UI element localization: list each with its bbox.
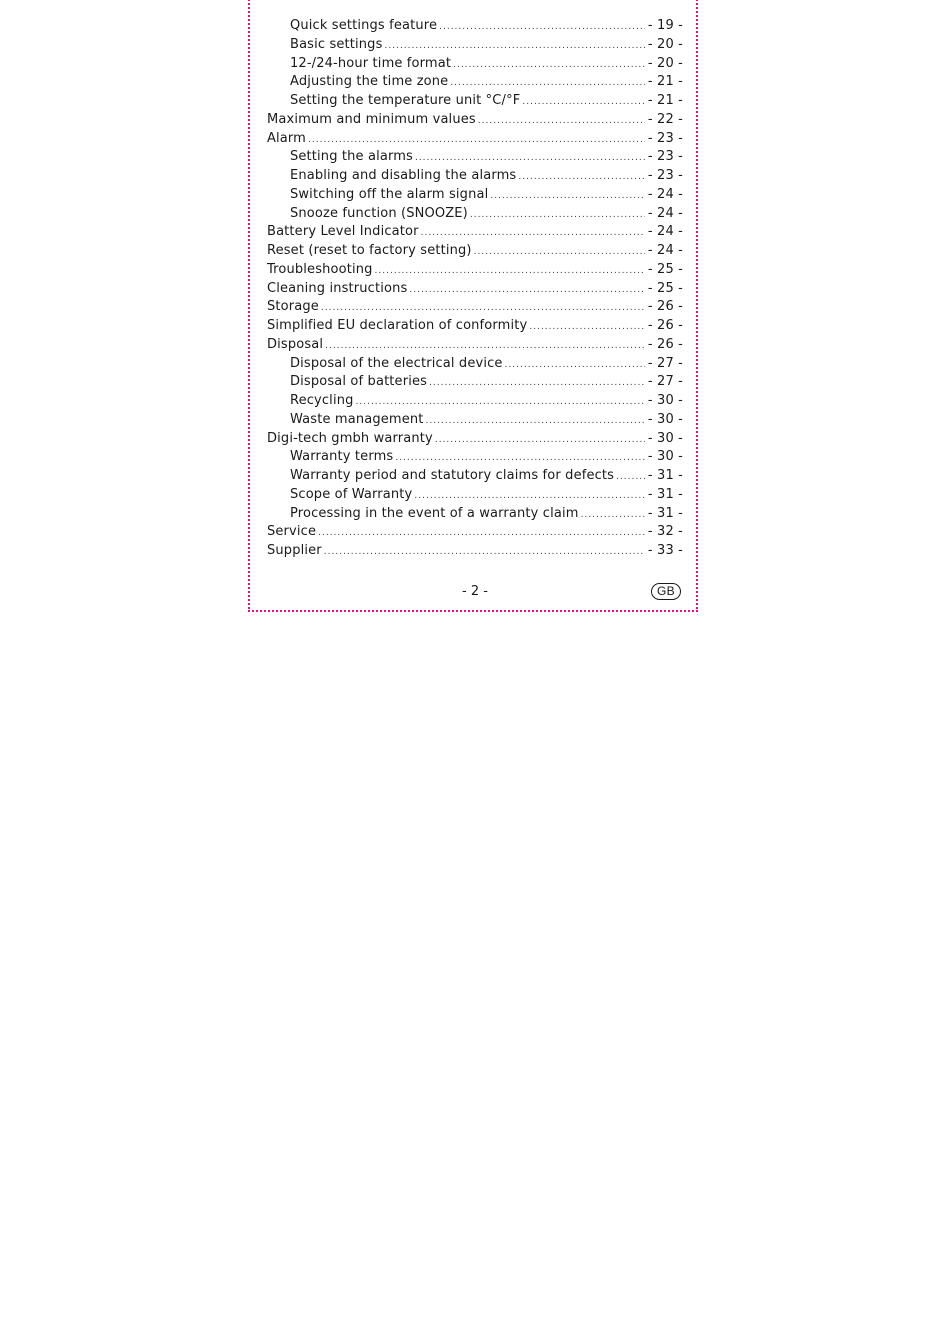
page-number: - 2 - (462, 584, 488, 599)
toc-dot-leader (453, 60, 645, 70)
toc-entry-title: Scope of Warranty (290, 486, 413, 502)
toc-entry-title: Disposal (267, 336, 324, 352)
toc-entry-title: Setting the alarms (290, 149, 413, 165)
toc-entry-page: - 27 - (647, 374, 683, 390)
toc-entry-title: Snooze function (SNOOZE) (290, 205, 468, 221)
toc-entry[interactable] (267, 168, 683, 187)
toc-entry[interactable] (267, 37, 683, 56)
toc-entry-page: - 33 - (647, 543, 683, 558)
toc-entry-title: Reset (reset to factory setting) (267, 243, 472, 258)
toc-entry-title: Supplier (267, 543, 322, 558)
toc-dot-leader (421, 228, 645, 238)
toc-entry-title: Recycling (290, 393, 354, 408)
toc-entry-title: Service (267, 524, 317, 540)
toc-entry-page: - 31 - (647, 468, 683, 483)
toc-dot-leader (395, 453, 645, 463)
toc-entry-page: - 21 - (647, 93, 683, 108)
toc-entry-page: - 19 - (647, 18, 683, 33)
toc-entry-page: - 20 - (647, 55, 683, 71)
toc-entry-page: - 31 - (647, 486, 683, 502)
toc-dot-leader (470, 210, 645, 220)
toc-dot-leader (505, 360, 645, 370)
toc-entry-page: - 32 - (647, 524, 683, 540)
toc-dot-leader (518, 172, 645, 182)
toc-entry-page: - 27 - (647, 355, 683, 371)
toc-dot-leader (356, 397, 646, 407)
toc-entry-page: - 26 - (647, 299, 683, 315)
toc-dot-leader (321, 303, 645, 313)
toc-entry-title: Cleaning instructions (267, 280, 408, 296)
toc-entry[interactable] (267, 506, 683, 525)
toc-entry-title: Simplified EU declaration of conformity (267, 318, 528, 333)
toc-dot-leader (325, 341, 645, 351)
toc-entry[interactable] (267, 318, 683, 337)
toc-entry[interactable] (267, 131, 683, 150)
toc-entry-title: Warranty period and statutory claims for defects (290, 468, 615, 483)
toc-entry[interactable] (267, 56, 683, 75)
toc-dot-leader (478, 116, 645, 126)
toc-entry[interactable] (267, 412, 683, 431)
toc-entry[interactable] (267, 243, 683, 262)
toc-entry-title: Quick settings feature (290, 18, 438, 33)
toc-entry[interactable] (267, 337, 683, 356)
toc-entry-title: Maximum and minimum values (267, 111, 476, 127)
toc-entry-page: - 24 - (647, 224, 683, 240)
toc-dot-leader (385, 41, 646, 51)
toc-entry-title: Basic settings (290, 36, 383, 52)
language-badge: GB (651, 583, 681, 600)
toc-entry-page: - 22 - (647, 111, 683, 127)
toc-entry-title: Waste management (290, 411, 424, 427)
toc-dot-leader (522, 97, 645, 107)
toc-entry-title: Setting the temperature unit °C/°F (290, 93, 521, 108)
toc-entry[interactable] (267, 299, 683, 318)
toc-dot-leader (581, 510, 645, 520)
toc-entry[interactable] (267, 524, 683, 543)
toc-dot-leader (324, 547, 645, 557)
toc-entry[interactable] (267, 431, 683, 450)
toc-dot-leader (439, 22, 645, 32)
toc-dot-leader (474, 247, 645, 257)
toc-entry-page: - 24 - (647, 205, 683, 221)
toc-dot-leader (318, 528, 645, 538)
toc-dot-leader (414, 491, 645, 501)
toc-entry-page: - 24 - (647, 243, 683, 258)
toc-entry-title: Battery Level Indicator (267, 224, 419, 240)
toc-entry[interactable] (267, 187, 683, 206)
toc-entry-page: - 20 - (647, 36, 683, 52)
toc-entry[interactable] (267, 224, 683, 243)
toc-entry-title: Warranty terms (290, 449, 394, 465)
toc-entry-page: - 23 - (647, 130, 683, 146)
toc-entry-page: - 24 - (647, 186, 683, 202)
toc-entry-title: 12-/24-hour time format (290, 55, 452, 71)
toc-dot-leader (375, 266, 645, 276)
toc-entry-title: Disposal of the electrical device (290, 355, 503, 371)
toc-entry-page: - 30 - (647, 393, 683, 408)
toc-entry-title: Enabling and disabling the alarms (290, 168, 517, 183)
toc-entry-title: Storage (267, 299, 319, 315)
toc-entry[interactable] (267, 18, 683, 37)
toc-entry[interactable] (267, 149, 683, 168)
toc-entry[interactable] (267, 93, 683, 112)
toc-entry-title: Digi-tech gmbh warranty (267, 430, 433, 446)
toc-entry-page: - 30 - (647, 449, 683, 465)
toc-entry-page: - 23 - (647, 149, 683, 165)
toc-dot-leader (409, 285, 645, 295)
toc-entry[interactable] (267, 393, 683, 412)
toc-entry[interactable] (267, 487, 683, 506)
toc-entry-page: - 30 - (647, 411, 683, 427)
toc-entry-page: - 30 - (647, 430, 683, 446)
toc-entry[interactable] (267, 468, 683, 487)
toc-entry[interactable] (267, 356, 683, 375)
toc-dot-leader (450, 78, 645, 88)
toc-dot-leader (529, 322, 645, 332)
toc-entry[interactable] (267, 74, 683, 93)
toc-dot-leader (490, 191, 645, 201)
toc-entry-page: - 25 - (647, 261, 683, 277)
toc-entry-page: - 31 - (647, 505, 683, 521)
toc-entry-title: Alarm (267, 130, 307, 146)
toc-entry[interactable] (267, 449, 683, 468)
toc-entry-page: - 25 - (647, 280, 683, 296)
toc-entry-title: Processing in the event of a warranty claim (290, 505, 579, 521)
table-of-contents (267, 18, 683, 562)
toc-dot-leader (429, 378, 645, 388)
toc-dot-leader (308, 135, 645, 145)
toc-entry[interactable] (267, 374, 683, 393)
toc-entry[interactable] (267, 262, 683, 281)
toc-entry-title: Troubleshooting (267, 261, 373, 277)
toc-entry[interactable] (267, 206, 683, 225)
toc-entry[interactable] (267, 281, 683, 300)
toc-entry-page: - 26 - (647, 336, 683, 352)
toc-entry-page: - 23 - (647, 168, 683, 183)
toc-entry-title: Disposal of batteries (290, 374, 428, 390)
toc-entry-title: Adjusting the time zone (290, 74, 449, 90)
toc-dot-leader (425, 416, 645, 426)
toc-entry-page: - 26 - (647, 318, 683, 333)
toc-entry-page: - 21 - (647, 74, 683, 90)
toc-entry[interactable] (267, 543, 683, 562)
toc-dot-leader (435, 435, 645, 445)
toc-dot-leader (415, 153, 645, 163)
toc-dot-leader (616, 472, 645, 482)
toc-entry-title: Switching off the alarm signal (290, 186, 489, 202)
toc-entry[interactable] (267, 112, 683, 131)
